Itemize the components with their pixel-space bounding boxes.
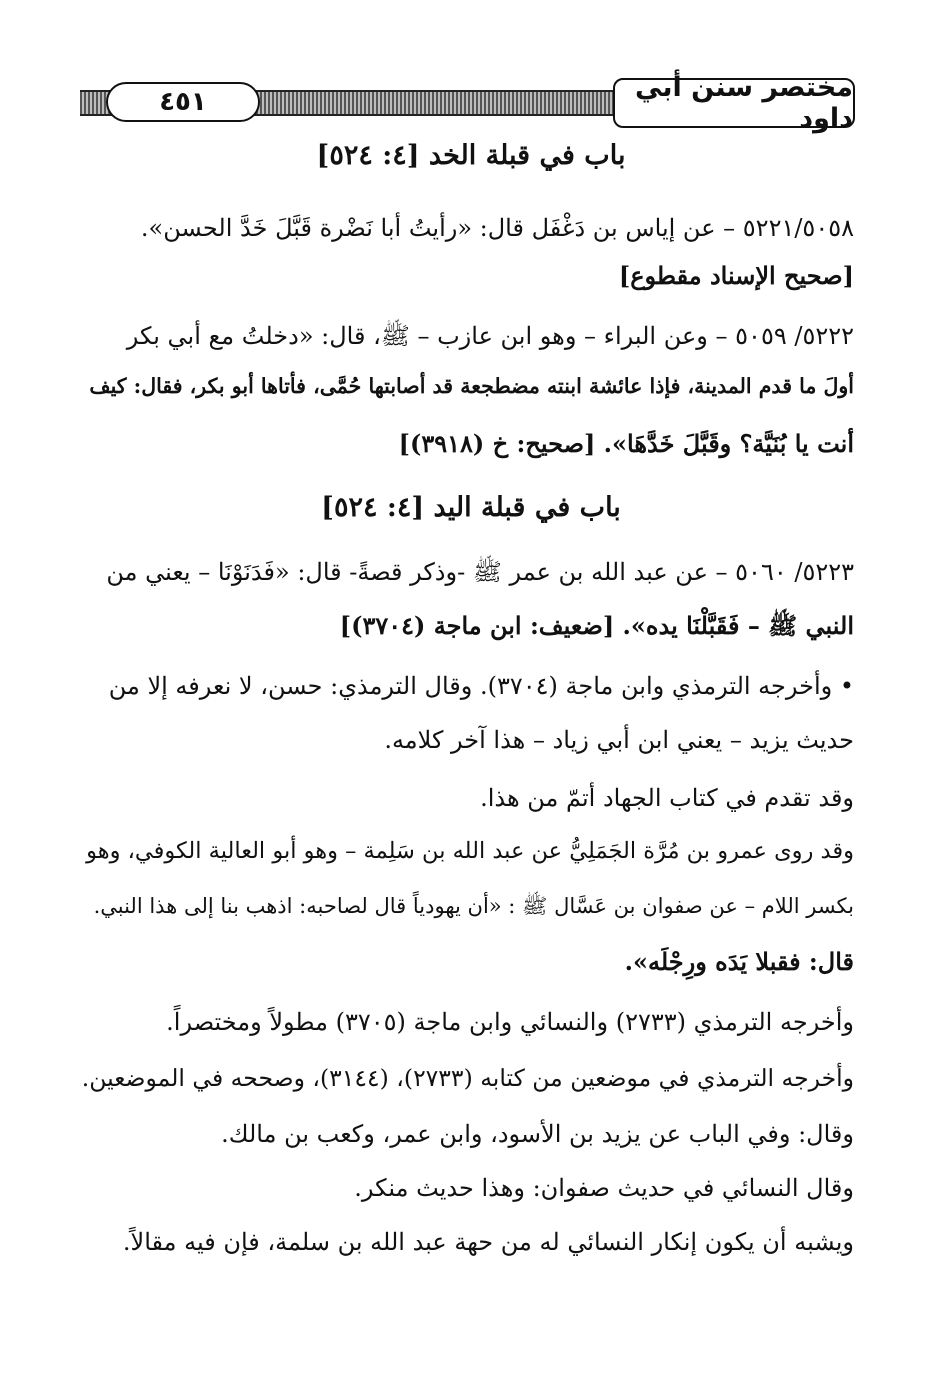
commentary-line: • وأخرجه الترمذي وابن ماجة (٣٧٠٤). وقال الترمذي: حسن، لا نعرفه إلا من — [108, 672, 854, 700]
hadith-line: ٥٢٢١/٥٠٥٨ – عن إياس بن دَغْفَل قال: «رأيتُ أبا نَضْرة قَبَّلَ خَدَّ الحسن». — [140, 214, 854, 242]
hadith-line: النبي ﷺ – فَقَبَّلْنَا يده». [ضعيف: ابن ماجة (٣٧٠٤)] — [339, 611, 854, 640]
hadith-line: أولَ ما قدم المدينة، فإذا عائشة ابنته مضطجعة قد أصابتها حُمَّى، فأتاها أبو بكر، فقال: كيف — [89, 374, 854, 398]
commentary-line: وقال النسائي في حديث صفوان: وهذا حديث منكر. — [354, 1174, 854, 1202]
book-title: مختصر سنن أبي داود — [613, 78, 855, 128]
chapter-heading: باب في قبلة الخد [٤: ٥٢٤] — [316, 140, 626, 171]
commentary-line: وقد تقدم في كتاب الجهاد أتمّ من هذا. — [480, 784, 854, 812]
commentary-line: وأخرجه الترمذي (٢٧٣٣) والنسائي وابن ماجة (٣٧٠٥) مطولاً ومختصراً. — [166, 1008, 854, 1036]
commentary-line: وأخرجه الترمذي في موضعين من كتابه (٢٧٣٣)، (٣١٤٤)، وصححه في الموضعين. — [81, 1064, 854, 1092]
commentary-line: حديث يزيد – يعني ابن أبي زياد – هذا آخر كلامه. — [384, 726, 854, 754]
page-header — [80, 72, 855, 134]
commentary-line: ويشبه أن يكون إنكار النسائي له من حهة عبد الله بن سلمة، فإن فيه مقالاً. — [122, 1228, 854, 1256]
commentary-line: وقد روى عمرو بن مُرَّة الجَمَلِيُّ عن عبد الله بن سَلِمة – وهو أبو العالية الكوفي، وهو — [86, 838, 854, 864]
page-number: ٤٥١ — [106, 82, 260, 122]
hadith-line: ٥٢٢٢/ ٥٠٥٩ – وعن البراء – وهو ابن عازب – ﷺ، قال: «دخلتُ مع أبي بكر — [126, 322, 854, 350]
grading-line: [صحيح الإسناد مقطوع] — [618, 261, 854, 290]
commentary-line: وقال: وفي الباب عن يزيد بن الأسود، وابن عمر، وكعب بن مالك. — [221, 1120, 854, 1148]
hadith-line: أنت يا بُنَيَّة؟ وقَبَّلَ خَدَّهَا». [صحيح: خ (٣٩١٨)] — [398, 429, 854, 458]
chapter-heading: باب في قبلة اليد [٤: ٥٢٤] — [321, 492, 621, 523]
hadith-line: ٥٢٢٣/ ٥٠٦٠ – عن عبد الله بن عمر ﷺ -وذكر قصةً- قال: «فَدَنَوْنَا – يعني من — [106, 558, 854, 586]
commentary-line: بكسر اللام – عن صفوان بن عَسَّال ﷺ : «أن يهودياً قال لصاحبه: اذهب بنا إلى هذا النبي. — [93, 894, 854, 918]
commentary-line: قال: فقبلا يَدَه ورِجْلَه». — [624, 947, 854, 976]
